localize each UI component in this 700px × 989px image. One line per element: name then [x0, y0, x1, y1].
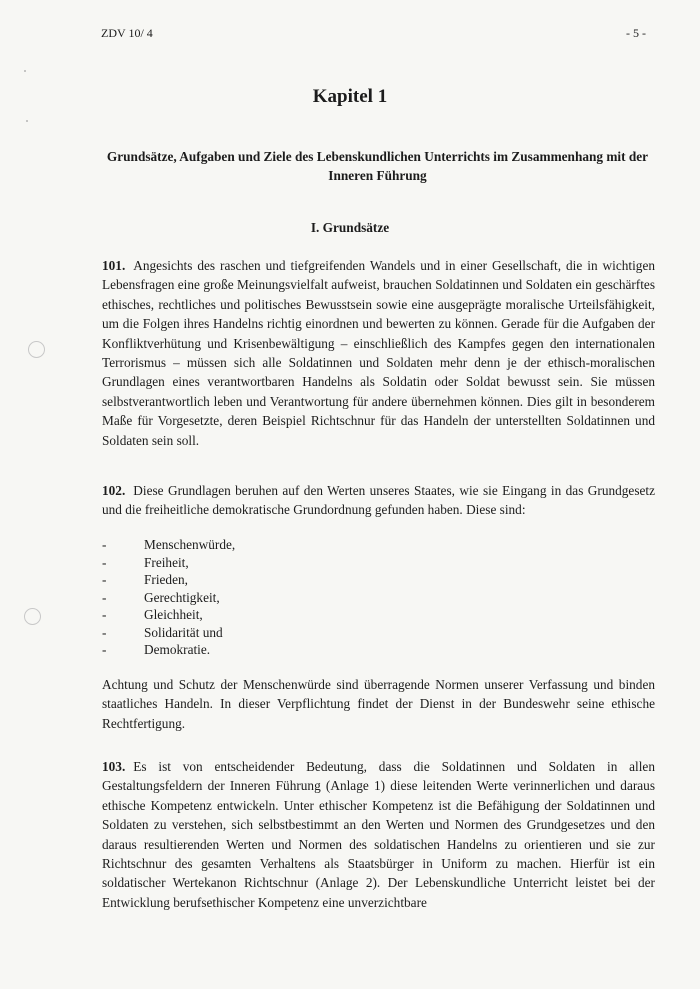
- paragraph-102: [102, 481, 655, 520]
- document-id: ZDV 10/ 4: [101, 26, 153, 40]
- list-dash: -: [102, 554, 107, 570]
- paragraph-text: Diese Grundlagen beruhen auf den Werten unseres Staates, wie sie Eingang in das Grundgesetz und die freiheitliche demokratische Grundordnung gefunden haben. Diese sind:: [102, 483, 655, 518]
- paragraph-text: Angesichts des raschen und tiefgreifenden Wandels und in einer Gesellschaft, die in wichtigen Lebensfragen eine große Meinungsvielfalt aufweist, brauchen Soldatinnen und Soldaten ein geschärftes ethisches, rechtliches und politisches Bewusstsein sowie eine ausgeprägte moralische Urteilsfähigkeit, um die Folgen ihres Handelns richtig einordnen und bewerten zu können. Gerade für die Aufgaben der Konfliktverhütung und Krisenbewältigung – einschließlich des Kampfes gegen den internationalen Terrorismus – müssen sich alle Soldatinnen und Soldaten mehr denn je der ethisch-moralischen Grundlagen eines verantwortbaren Handelns als Soldatin oder Soldat bewusst sein. Sie müssen selbstverantwortlich leben und Verantwortung für andere übernehmen können. Dies gilt in besonderem Maße für Vorgesetzte, deren Beispiel Richtschnur für das Handeln der unterstellten Soldatinnen und Soldaten sein soll.: [102, 258, 655, 448]
- list-dash: -: [102, 642, 107, 657]
- values-list: [102, 536, 235, 659]
- punch-hole-bottom: [24, 608, 41, 625]
- list-dash: -: [102, 537, 107, 552]
- chapter-title: Kapitel 1: [312, 86, 388, 107]
- list-dash: -: [102, 572, 107, 587]
- list-item: - Gleichheit,: [102, 607, 203, 622]
- list-item: - Solidarität und: [102, 624, 223, 640]
- paragraph-number: 102.: [102, 483, 126, 498]
- list-dash: -: [102, 589, 107, 605]
- list-item: - Freiheit,: [102, 554, 189, 570]
- list-item: - Frieden,: [102, 572, 188, 587]
- paragraph-text: Es ist von entscheidender Bedeutung, dass die Soldatinnen und Soldaten in allen Gestaltungsfeldern der Inneren Führung (Anlage 1) diese leitenden Werte verinnerlichen und daraus ethische Kompetenz entwickeln. Unter ethischer Kompetenz ist die Befähigung der Soldatinnen und Soldaten zu verstehen, sich selbstbestimmt an den Werten und Normen des Grundgesetzes und den daraus resultierenden Werten und Normen des soldatischen Handelns zu orientieren und sie zur Richtschnur des gesamten Verhaltens als Staatsbürger in Uniform zu machen. Hierfür ist ein soldatischer Wertekanon Richtschnur (Anlage 2). Der Lebenskundliche Unterricht leistet bei der Entwicklung berufsethischer Kompetenz eine unverzichtbare: [102, 759, 655, 910]
- punch-hole-top: [28, 341, 45, 358]
- page-number: - 5 -: [626, 26, 646, 40]
- list-dash: -: [102, 624, 107, 640]
- paragraph-102-continued: [102, 675, 655, 733]
- section-heading: I. Grundsätze: [310, 220, 390, 235]
- paragraph-number: 101.: [102, 258, 126, 273]
- paragraph-number: 103.: [102, 759, 126, 774]
- list-dash: -: [102, 607, 107, 622]
- list-item: - Menschenwürde,: [102, 537, 236, 552]
- paragraph-103: [102, 757, 655, 912]
- list-item: - Gerechtigkeit,: [102, 589, 220, 605]
- list-item: - Demokratie.: [102, 642, 211, 657]
- paragraph-text: Achtung und Schutz der Menschenwürde sind überragende Normen unserer Verfassung und binden staatliches Handeln. In dieser Verpflichtung findet der Dienst in der Bundeswehr seine ethische Rechtfertigung.: [102, 677, 655, 731]
- scan-speck: [24, 70, 26, 72]
- paragraph-101: [102, 256, 655, 450]
- chapter-subtitle: Grundsätze, Aufgaben und Ziele des Lebenskundlichen Unterrichts im Zusammenhang mit der Inneren Führung: [106, 149, 649, 183]
- scan-speck: [26, 120, 28, 122]
